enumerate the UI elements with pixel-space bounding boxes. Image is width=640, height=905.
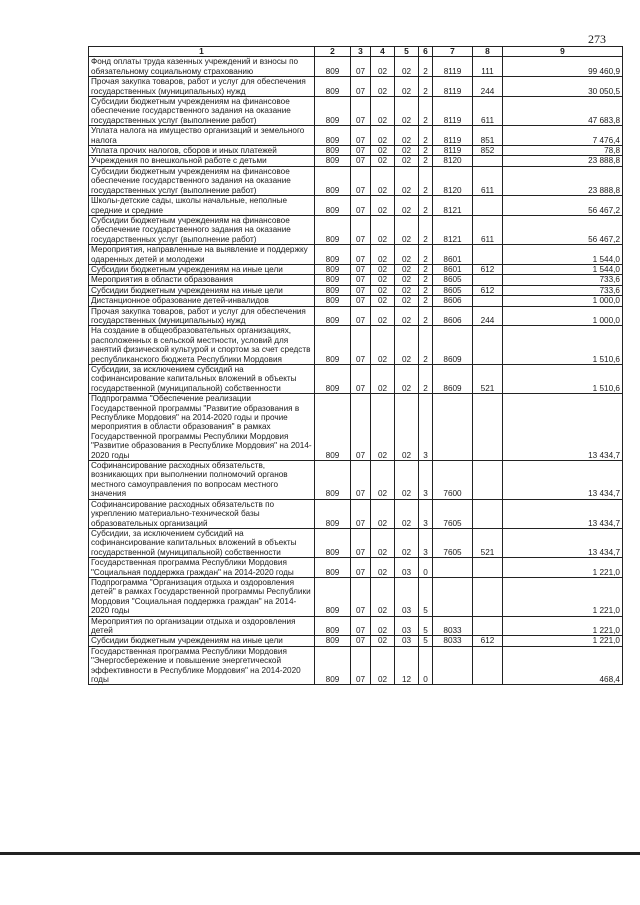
item-name: Уплата прочих налогов, сборов и иных платежей [89, 146, 315, 156]
target-code: 8119 [433, 97, 473, 126]
amount: 1 221,0 [503, 636, 623, 646]
item-name: Учреждения по внешкольной работе с детьми [89, 156, 315, 166]
expense-type-code [473, 461, 503, 500]
table-row [89, 577, 623, 616]
subprogram-code: 5 [419, 577, 433, 616]
subsection-code: 02 [371, 616, 395, 636]
table-row [89, 77, 623, 97]
table-row [89, 326, 623, 365]
column-header-8: 8 [473, 47, 503, 57]
expense-type-code: 244 [473, 306, 503, 326]
program-code: 02 [395, 156, 419, 166]
expense-type-code [473, 646, 503, 685]
admin-code: 809 [315, 264, 351, 274]
section-code: 07 [351, 275, 371, 285]
item-name: Государственная программа Республики Мордовия "Энергосбережение и повышение энергетической эффективности в Республике Мордовия" на 2014-2020 годы [89, 646, 315, 685]
expense-type-code: 521 [473, 365, 503, 394]
amount: 13 434,7 [503, 394, 623, 461]
expense-type-code: 611 [473, 97, 503, 126]
program-code: 02 [395, 245, 419, 265]
target-code: 8033 [433, 636, 473, 646]
item-name: Мероприятия по организации отдыха и оздоровления детей [89, 616, 315, 636]
section-code: 07 [351, 394, 371, 461]
target-code [433, 646, 473, 685]
item-name: Дистанционное образование детей-инвалидов [89, 296, 315, 306]
column-header-1: 1 [89, 47, 315, 57]
amount: 1 000,0 [503, 306, 623, 326]
section-code: 07 [351, 285, 371, 295]
table-row [89, 97, 623, 126]
section-code: 07 [351, 126, 371, 146]
section-code: 07 [351, 245, 371, 265]
admin-code: 809 [315, 196, 351, 216]
column-header-9: 9 [503, 47, 623, 57]
subprogram-code: 3 [419, 528, 433, 557]
program-code: 02 [395, 499, 419, 528]
program-code: 02 [395, 528, 419, 557]
target-code: 8119 [433, 57, 473, 77]
column-header-6: 6 [419, 47, 433, 57]
section-code: 07 [351, 365, 371, 394]
table-row [89, 646, 623, 685]
amount: 99 460,9 [503, 57, 623, 77]
section-code: 07 [351, 264, 371, 274]
subsection-code: 02 [371, 577, 395, 616]
subprogram-code: 2 [419, 126, 433, 146]
subsection-code: 02 [371, 264, 395, 274]
subsection-code: 02 [371, 156, 395, 166]
admin-code: 809 [315, 285, 351, 295]
item-name: На создание в общеобразовательных организациях, расположенных в сельской местности, условий для занятий физической культурой и спортом за счет средств республиканского бюджета Республики Мордовия [89, 326, 315, 365]
table-body [89, 57, 623, 685]
target-code [433, 394, 473, 461]
program-code: 03 [395, 616, 419, 636]
subprogram-code: 2 [419, 275, 433, 285]
target-code: 7605 [433, 528, 473, 557]
amount: 56 467,2 [503, 215, 623, 244]
program-code: 02 [395, 326, 419, 365]
subsection-code: 02 [371, 646, 395, 685]
target-code: 8119 [433, 126, 473, 146]
item-name: Софинансирование расходных обязательств по укреплению материально-технической базы образовательных организаций [89, 499, 315, 528]
table-row [89, 166, 623, 195]
expense-type-code: 612 [473, 264, 503, 274]
subsection-code: 02 [371, 528, 395, 557]
target-code: 7605 [433, 499, 473, 528]
amount: 47 683,8 [503, 97, 623, 126]
table-row [89, 215, 623, 244]
expense-type-code: 612 [473, 636, 503, 646]
target-code: 8605 [433, 275, 473, 285]
program-code: 02 [395, 97, 419, 126]
amount: 1 544,0 [503, 245, 623, 265]
admin-code: 809 [315, 146, 351, 156]
admin-code: 809 [315, 646, 351, 685]
subprogram-code: 2 [419, 365, 433, 394]
amount: 13 434,7 [503, 499, 623, 528]
target-code: 8609 [433, 365, 473, 394]
subprogram-code: 3 [419, 394, 433, 461]
program-code: 02 [395, 365, 419, 394]
table-row [89, 558, 623, 578]
target-code: 8033 [433, 616, 473, 636]
section-code: 07 [351, 461, 371, 500]
subprogram-code: 2 [419, 166, 433, 195]
table-row [89, 275, 623, 285]
program-code: 02 [395, 57, 419, 77]
section-code: 07 [351, 97, 371, 126]
expense-type-code: 851 [473, 126, 503, 146]
program-code: 02 [395, 126, 419, 146]
section-code: 07 [351, 77, 371, 97]
admin-code: 809 [315, 461, 351, 500]
subsection-code: 02 [371, 394, 395, 461]
admin-code: 809 [315, 296, 351, 306]
subsection-code: 02 [371, 365, 395, 394]
program-code: 02 [395, 275, 419, 285]
admin-code: 809 [315, 126, 351, 146]
program-code: 03 [395, 577, 419, 616]
program-code: 03 [395, 558, 419, 578]
item-name: Государственная программа Республики Мордовия "Социальная поддержка граждан" на 2014-2020 годы [89, 558, 315, 578]
subsection-code: 02 [371, 57, 395, 77]
admin-code: 809 [315, 166, 351, 195]
admin-code: 809 [315, 326, 351, 365]
subprogram-code: 3 [419, 461, 433, 500]
target-code: 8601 [433, 264, 473, 274]
subprogram-code: 2 [419, 264, 433, 274]
program-code: 02 [395, 394, 419, 461]
expense-type-code: 244 [473, 77, 503, 97]
amount: 1 544,0 [503, 264, 623, 274]
admin-code: 809 [315, 215, 351, 244]
table-row [89, 126, 623, 146]
target-code: 8605 [433, 285, 473, 295]
admin-code: 809 [315, 365, 351, 394]
subsection-code: 02 [371, 166, 395, 195]
expense-type-code [473, 296, 503, 306]
section-code: 07 [351, 528, 371, 557]
subprogram-code: 2 [419, 156, 433, 166]
expense-type-code [473, 326, 503, 365]
item-name: Уплата налога на имущество организаций и земельного налога [89, 126, 315, 146]
amount: 23 888,8 [503, 156, 623, 166]
target-code: 8121 [433, 196, 473, 216]
amount: 23 888,8 [503, 166, 623, 195]
subsection-code: 02 [371, 146, 395, 156]
item-name: Мероприятия в области образования [89, 275, 315, 285]
target-code: 8120 [433, 156, 473, 166]
expense-type-code: 611 [473, 215, 503, 244]
subprogram-code: 2 [419, 326, 433, 365]
expense-type-code [473, 577, 503, 616]
subsection-code: 02 [371, 306, 395, 326]
section-code: 07 [351, 646, 371, 685]
subsection-code: 02 [371, 245, 395, 265]
target-code: 8606 [433, 306, 473, 326]
target-code: 8121 [433, 215, 473, 244]
expense-type-code: 611 [473, 166, 503, 195]
expense-type-code [473, 394, 503, 461]
subprogram-code: 3 [419, 499, 433, 528]
subprogram-code: 0 [419, 558, 433, 578]
amount: 1 221,0 [503, 558, 623, 578]
item-name: Субсидии, за исключением субсидий на софинансирование капитальных вложений в объекты государственной (муниципальной) собственности [89, 365, 315, 394]
subprogram-code: 0 [419, 646, 433, 685]
amount: 468,4 [503, 646, 623, 685]
expense-type-code [473, 558, 503, 578]
column-header-2: 2 [315, 47, 351, 57]
item-name: Прочая закупка товаров, работ и услуг для обеспечения государственных (муниципальных) нужд [89, 306, 315, 326]
expense-type-code: 111 [473, 57, 503, 77]
section-code: 07 [351, 215, 371, 244]
amount: 30 050,5 [503, 77, 623, 97]
table-header-row [89, 47, 623, 57]
subsection-code: 02 [371, 326, 395, 365]
program-code: 03 [395, 636, 419, 646]
item-name: Подпрограмма "Обеспечение реализации Государственной программы "Развитие образования в Республике Мордовия" на 2014-2020 годы и прочие мероприятия в области образования" в рамках Государственной программы Республики Мордовия "Развитие образования в Республике Мордовия" на 2014-2020 годы [89, 394, 315, 461]
table-row [89, 156, 623, 166]
table-row [89, 461, 623, 500]
item-name: Субсидии бюджетным учреждениям на финансовое обеспечение государственного задания на оказание государственных услуг (выполнение работ) [89, 97, 315, 126]
subprogram-code: 2 [419, 146, 433, 156]
amount: 1 000,0 [503, 296, 623, 306]
target-code [433, 577, 473, 616]
admin-code: 809 [315, 528, 351, 557]
item-name: Субсидии бюджетным учреждениям на иные цели [89, 636, 315, 646]
subsection-code: 02 [371, 636, 395, 646]
subsection-code: 02 [371, 97, 395, 126]
table-row [89, 196, 623, 216]
expense-type-code: 852 [473, 146, 503, 156]
section-code: 07 [351, 166, 371, 195]
program-code: 02 [395, 306, 419, 326]
subsection-code: 02 [371, 77, 395, 97]
table-row [89, 57, 623, 77]
section-code: 07 [351, 636, 371, 646]
subprogram-code: 2 [419, 77, 433, 97]
section-code: 07 [351, 146, 371, 156]
program-code: 02 [395, 196, 419, 216]
subprogram-code: 2 [419, 285, 433, 295]
program-code: 02 [395, 215, 419, 244]
section-code: 07 [351, 306, 371, 326]
program-code: 02 [395, 461, 419, 500]
item-name: Субсидии бюджетным учреждениям на финансовое обеспечение государственного задания на оказание государственных услуг (выполнение работ) [89, 215, 315, 244]
item-name: Субсидии бюджетным учреждениям на финансовое обеспечение государственного задания на оказание государственных услуг (выполнение работ) [89, 166, 315, 195]
admin-code: 809 [315, 156, 351, 166]
subsection-code: 02 [371, 285, 395, 295]
program-code: 02 [395, 285, 419, 295]
admin-code: 809 [315, 616, 351, 636]
target-code: 8606 [433, 296, 473, 306]
expense-type-code: 612 [473, 285, 503, 295]
table-row [89, 365, 623, 394]
target-code: 8119 [433, 77, 473, 97]
admin-code: 809 [315, 394, 351, 461]
table-row [89, 528, 623, 557]
amount: 7 476,4 [503, 126, 623, 146]
subsection-code: 02 [371, 296, 395, 306]
section-code: 07 [351, 57, 371, 77]
section-code: 07 [351, 558, 371, 578]
page-number: 273 [588, 32, 606, 46]
item-name: Подпрограмма "Организация отдыха и оздоровления детей" в рамках Государственной программы Республики Мордовия "Социальная поддержка граждан" на 2014-2020 годы [89, 577, 315, 616]
amount: 13 434,7 [503, 461, 623, 500]
section-code: 07 [351, 616, 371, 636]
subprogram-code: 5 [419, 616, 433, 636]
target-code: 8601 [433, 245, 473, 265]
expense-type-code [473, 156, 503, 166]
table-row [89, 394, 623, 461]
subsection-code: 02 [371, 275, 395, 285]
table-row [89, 499, 623, 528]
column-header-4: 4 [371, 47, 395, 57]
subsection-code: 02 [371, 196, 395, 216]
amount: 1 510,6 [503, 326, 623, 365]
program-code: 12 [395, 646, 419, 685]
section-code: 07 [351, 577, 371, 616]
admin-code: 809 [315, 275, 351, 285]
item-name: Субсидии бюджетным учреждениям на иные цели [89, 285, 315, 295]
table-row [89, 616, 623, 636]
section-code: 07 [351, 326, 371, 365]
admin-code: 809 [315, 245, 351, 265]
admin-code: 809 [315, 558, 351, 578]
subsection-code: 02 [371, 499, 395, 528]
subprogram-code: 2 [419, 306, 433, 326]
admin-code: 809 [315, 499, 351, 528]
item-name: Софинансирование расходных обязательств, возникающих при выполнении полномочий органов местного самоуправления по вопросам местного значения [89, 461, 315, 500]
admin-code: 809 [315, 77, 351, 97]
subprogram-code: 2 [419, 296, 433, 306]
amount: 1 221,0 [503, 577, 623, 616]
admin-code: 809 [315, 577, 351, 616]
admin-code: 809 [315, 636, 351, 646]
expense-type-code [473, 196, 503, 216]
item-name: Субсидии, за исключением субсидий на софинансирование капитальных вложений в объекты государственной (муниципальной) собственности [89, 528, 315, 557]
expense-type-code [473, 499, 503, 528]
expense-type-code [473, 245, 503, 265]
amount: 733,6 [503, 275, 623, 285]
table-row [89, 264, 623, 274]
budget-table [88, 46, 623, 685]
target-code: 7600 [433, 461, 473, 500]
subprogram-code: 5 [419, 636, 433, 646]
amount: 78,8 [503, 146, 623, 156]
expense-type-code: 521 [473, 528, 503, 557]
item-name: Фонд оплаты труда казенных учреждений и взносы по обязательному социальному страхованию [89, 57, 315, 77]
item-name: Школы-детские сады, школы начальные, неполные средние и средние [89, 196, 315, 216]
admin-code: 809 [315, 97, 351, 126]
table-row [89, 146, 623, 156]
amount: 56 467,2 [503, 196, 623, 216]
expense-type-code [473, 275, 503, 285]
item-name: Субсидии бюджетным учреждениям на иные цели [89, 264, 315, 274]
program-code: 02 [395, 166, 419, 195]
subsection-code: 02 [371, 461, 395, 500]
program-code: 02 [395, 146, 419, 156]
section-code: 07 [351, 196, 371, 216]
target-code [433, 558, 473, 578]
amount: 1 221,0 [503, 616, 623, 636]
program-code: 02 [395, 296, 419, 306]
amount: 733,6 [503, 285, 623, 295]
subprogram-code: 2 [419, 97, 433, 126]
subprogram-code: 2 [419, 57, 433, 77]
table-row [89, 245, 623, 265]
page-bottom-rule [0, 852, 640, 855]
subprogram-code: 2 [419, 196, 433, 216]
table-row [89, 296, 623, 306]
column-header-3: 3 [351, 47, 371, 57]
program-code: 02 [395, 77, 419, 97]
amount: 1 510,6 [503, 365, 623, 394]
section-code: 07 [351, 296, 371, 306]
subprogram-code: 2 [419, 245, 433, 265]
subprogram-code: 2 [419, 215, 433, 244]
section-code: 07 [351, 499, 371, 528]
item-name: Прочая закупка товаров, работ и услуг для обеспечения государственных (муниципальных) нужд [89, 77, 315, 97]
amount: 13 434,7 [503, 528, 623, 557]
item-name: Мероприятия, направленные на выявление и поддержку одаренных детей и молодежи [89, 245, 315, 265]
target-code: 8609 [433, 326, 473, 365]
admin-code: 809 [315, 57, 351, 77]
table-row [89, 306, 623, 326]
subsection-code: 02 [371, 126, 395, 146]
target-code: 8120 [433, 166, 473, 195]
column-header-7: 7 [433, 47, 473, 57]
table-row [89, 285, 623, 295]
column-header-5: 5 [395, 47, 419, 57]
target-code: 8119 [433, 146, 473, 156]
program-code: 02 [395, 264, 419, 274]
subsection-code: 02 [371, 558, 395, 578]
expense-type-code [473, 616, 503, 636]
table-row [89, 636, 623, 646]
subsection-code: 02 [371, 215, 395, 244]
section-code: 07 [351, 156, 371, 166]
admin-code: 809 [315, 306, 351, 326]
